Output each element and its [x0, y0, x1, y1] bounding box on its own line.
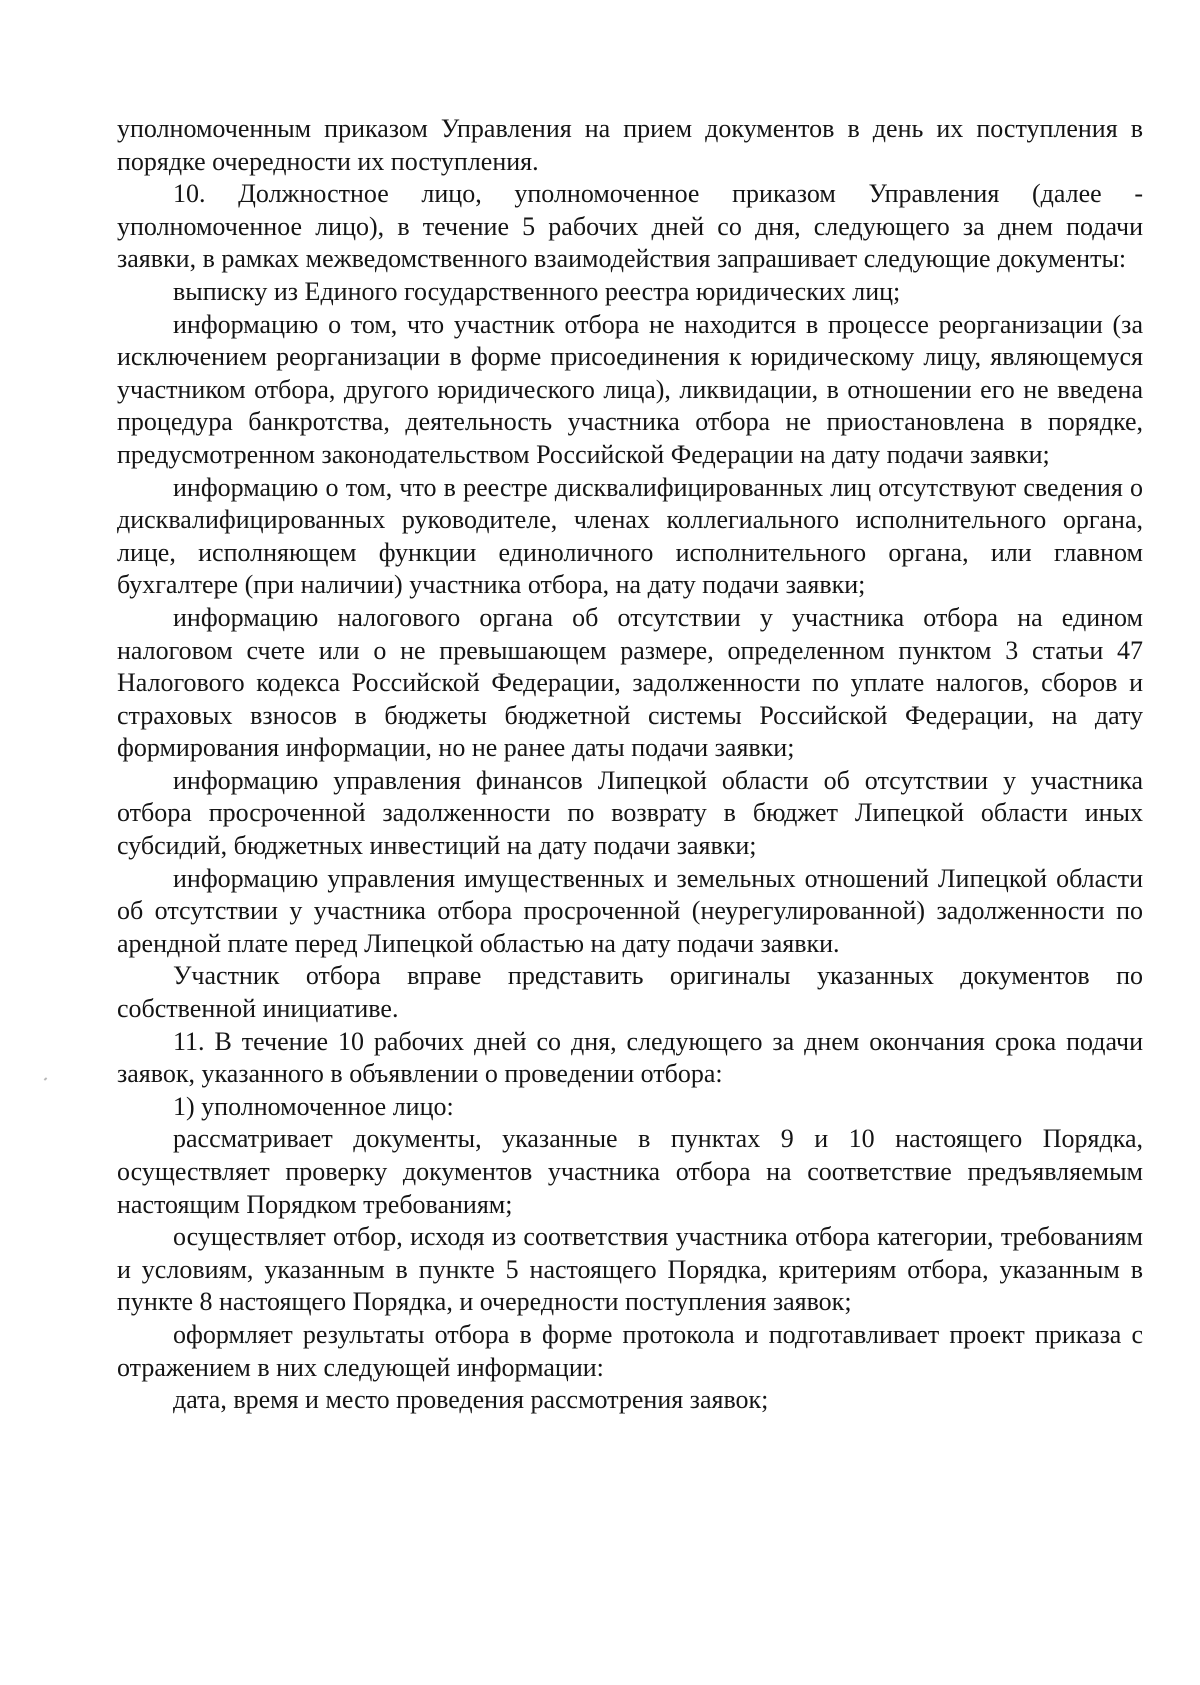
- paragraph-performs-selection: осуществляет отбор, исходя из соответствия участника отбора категории, требованиям и условиям, указанным в пункте 5 настоящего Порядка, критериям отбора, указанным в пункте 8 настоящего Порядка, и очередности поступления заявок;: [117, 1222, 1143, 1317]
- document-body: [117, 113, 1143, 1417]
- paragraph-continuation: уполномоченным приказом Управления на прием документов в день их поступления в порядке очередности их поступления.: [117, 114, 1143, 176]
- paragraph-reviews-documents: рассматривает документы, указанные в пунктах 9 и 10 настоящего Порядка, осуществляет проверку документов участника отбора на соответствие предъявляемым настоящим Порядком требованиям;: [117, 1124, 1143, 1219]
- paragraph-egrul-extract: выписку из Единого государственного реестра юридических лиц;: [173, 276, 901, 306]
- paragraph-date-time-place: дата, время и место проведения рассмотрения заявок;: [173, 1385, 769, 1415]
- scan-artifact: [44, 1077, 48, 1080]
- paragraph-own-initiative: Участник отбора вправе представить оригиналы указанных документов по собственной инициативе.: [117, 961, 1143, 1024]
- paragraph-formalizes-results: оформляет результаты отбора в форме протокола и подготавливает проект приказа с отражением в них следующей информации:: [117, 1319, 1143, 1382]
- paragraph-finance-department-info: информацию управления финансов Липецкой области об отсутствии у участника отбора просроченной задолженности по возврату в бюджет Липецкой области иных субсидий, бюджетных инвестиций на дату подачи заявки;: [117, 765, 1143, 861]
- paragraph-tax-authority-info: информацию налогового органа об отсутствии у участника отбора на едином налоговом счете или о не превышающем размере, определенном пунктом 3 статьи 47 Налогового кодекса Российской Федерации, задолженности по уплате налогов, сборов и страховых взносов в бюджеты бюджетной системы Российской Федерации, на дату формирования информации, но не ранее даты подачи заявки;: [117, 602, 1143, 763]
- paragraph-item-11: 11. В течение 10 рабочих дней со дня, следующего за днем окончания срока подачи заявок, указанного в объявлении о проведении отбора:: [117, 1026, 1143, 1089]
- paragraph-subitem-1: 1) уполномоченное лицо:: [173, 1091, 454, 1121]
- paragraph-property-department-info: информацию управления имущественных и земельных отношений Липецкой области об отсутствии у участника отбора просроченной (неурегулированной) задолженности по арендной плате перед Липецкой областью на дату подачи заявки.: [117, 863, 1143, 958]
- paragraph-item-10: 10. Должностное лицо, уполномоченное приказом Управления (далее - уполномоченное лицо), в течение 5 рабочих дней со дня, следующего за днем подачи заявки, в рамках межведомственного взаимодействия запрашивает следующие документы:: [117, 179, 1143, 274]
- paragraph-disqualified-persons-info: информацию о том, что в реестре дисквалифицированных лиц отсутствуют сведения о дисквалифицированных руководителе, членах коллегиального исполнительного органа, лице, исполняющем функции единоличного исполнительного органа, или главном бухгалтере (при наличии) участника отбора, на дату подачи заявки;: [117, 472, 1143, 600]
- paragraph-reorganization-info: информацию о том, что участник отбора не находится в процессе реорганизации (за исключением реорганизации в форме присоединения к юридическому лицу, являющемуся участником отбора, другого юридического лица), ликвидации, в отношении его не введена процедура банкротства, деятельность участника отбора не приостановлена в порядке, предусмотренном законодательством Российской Федерации на дату подачи заявки;: [117, 309, 1143, 469]
